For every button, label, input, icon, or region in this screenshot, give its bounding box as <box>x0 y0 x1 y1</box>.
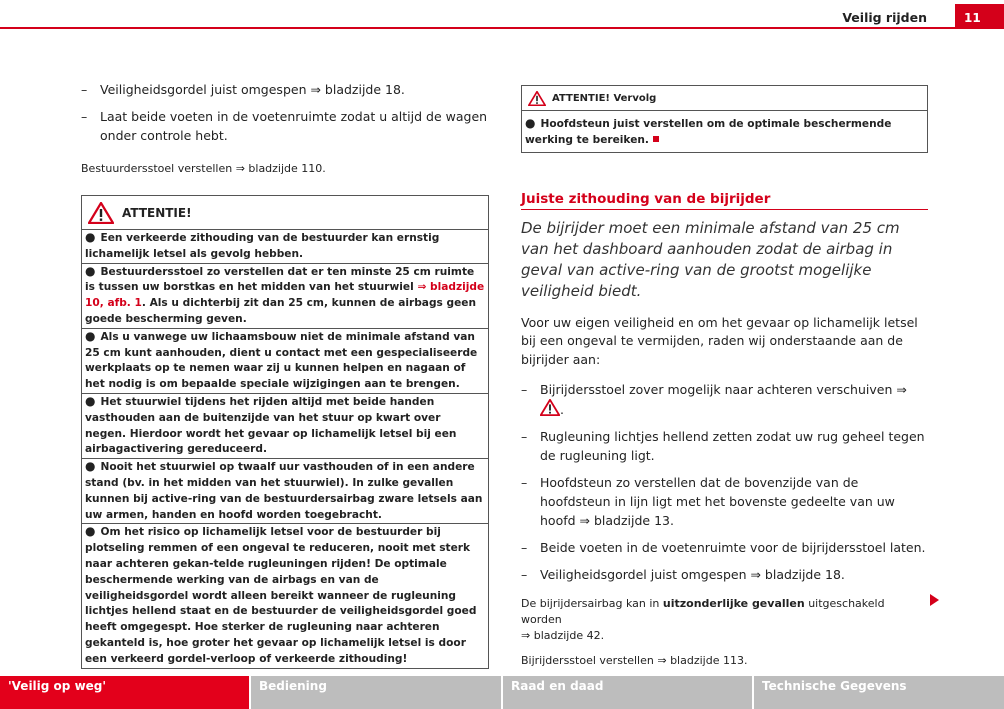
warning-box <box>81 195 489 669</box>
cross-reference: Bestuurdersstoel verstellen ⇒ bladzijde 110. <box>81 162 326 175</box>
warning-triangle-icon <box>528 91 546 106</box>
end-square-icon <box>653 136 659 142</box>
tab-technische-gegevens[interactable]: Technische Gegevens <box>754 676 1004 709</box>
section-title: Juiste zithouding van de bijrijder <box>521 191 928 210</box>
list-item: – Veiligheidsgordel juist omgespen ⇒ bladzijde 18. <box>521 565 928 584</box>
warning-paragraph: ● Om het risico op lichamelijk letsel voor de bestuurder bij plotseling remmen of een ongeval te reduceren, nooit met sterk naar achteren gekan-telde rugleuningen rijden! De optimale beschermende werking van de airbags en van de veiligheidsgordel wordt alleen bereikt wanneer de rugleuning lichtjes hellend staat en de bestuurder de veiligheidsgordel goed heeft omgegespt. Hoe sterker de rugleuning naar achteren gekanteld is, hoe groter het gevaar op lichamelijk letsel is door een verkeerd gordel-verloop of verkeerde zithouding! <box>85 524 477 665</box>
lead-text: De bijrijder moet een minimale afstand van 25 cm van het dashboard aanhouden zodat de airbag in geval van active-ring van de grootst mogelijke veiligheid biedt. <box>521 218 900 300</box>
chapter-title: Veilig rijden <box>842 10 927 25</box>
tab-veilig-op-weg[interactable]: 'Veilig op weg' <box>0 676 249 709</box>
left-column <box>81 80 489 669</box>
list-item: – Rugleuning lichtjes hellend zetten zodat uw rug geheel tegen de rugleuning ligt. <box>521 427 928 465</box>
warning-title: ATTENTIE! Vervolg <box>552 92 657 104</box>
warning-paragraph: ● Bestuurdersstoel zo verstellen dat er ten minste 25 cm ruimte is tussen uw borstkas en het midden van het stuurwiel ⇒ bladzijde 10, afb. 1. Als u dichterbij zit dan 25 cm, kunnen de airbags geen goede bescherming geven. <box>82 264 488 329</box>
body-paragraph: Voor uw eigen veiligheid en om het gevaar op lichamelijk letsel bij een ongeval te vermijden, raden wij onderstaande aan de bijrijder aan: <box>521 314 918 367</box>
tab-bediening[interactable]: Bediening <box>251 676 501 709</box>
right-column <box>521 85 928 669</box>
list-item: – Bijrijdersstoel zover mogelijk naar achteren verschuiven ⇒ . <box>521 380 928 419</box>
list-item: – Laat beide voeten in de voetenruimte zodat u altijd de wagen onder controle hebt. <box>81 107 489 145</box>
warning-paragraph: ● Nooit het stuurwiel op twaalf uur vasthouden of in een andere stand (bv. in het midden van het stuurwiel). In zulke gevallen kunnen bij active-ring van de bestuurdersairbag zware letsels aan uw armen, handen en hoofd worden toegebracht. <box>82 459 488 524</box>
note: De bijrijdersairbag kan in uitzonderlijke gevallen uitgeschakeld worden ⇒ bladzijde 42. <box>521 597 885 643</box>
warning-paragraph: ● Een verkeerde zithouding van de bestuurder kan ernstig lichamelijk letsel als gevolg hebben. <box>82 230 488 264</box>
tab-raad-en-daad[interactable]: Raad en daad <box>503 676 752 709</box>
list-item: – Beide voeten in de voetenruimte voor de bijrijdersstoel laten. <box>521 538 928 557</box>
page-link[interactable]: ⇒ bladzijde 10, afb. 1 <box>85 281 485 310</box>
header-rule <box>0 27 1004 29</box>
warning-triangle-icon <box>540 399 560 416</box>
warning-header <box>82 196 488 230</box>
warning-paragraph: ● Het stuurwiel tijdens het rijden altijd met beide handen vasthouden aan de buitenzijde van het stuur op kwart over negen. Hierdoor wordt het gevaar op lichamelijk letsel bij een airbagactivering gereduceerd. <box>82 394 488 459</box>
list-item: – Veiligheidsgordel juist omgespen ⇒ bladzijde 18. <box>81 80 489 99</box>
cross-reference: Bijrijdersstoel verstellen ⇒ bladzijde 113. <box>521 654 748 668</box>
warning-triangle-icon <box>88 202 114 224</box>
next-page-arrow-icon[interactable] <box>930 594 939 606</box>
warning-title: ATTENTIE! <box>122 205 192 220</box>
footer-nav <box>0 676 1004 709</box>
list-item: – Hoofdsteun zo verstellen dat de bovenzijde van de hoofdsteun in lijn ligt met het bovenste gedeelte van uw hoofd ⇒ bladzijde 13. <box>521 473 928 530</box>
warning-header <box>522 86 927 111</box>
warning-paragraph: ● Als u vanwege uw lichaamsbouw niet de minimale afstand van 25 cm kunt aanhouden, dient u contact met een gespecialiseerde werkplaats op te nemen waar zij u kunnen helpen en nagaan of het nodig is om bepaalde speciale wijzigingen aan te brengen. <box>82 329 488 394</box>
warning-box-continued <box>521 85 928 153</box>
page-number: 11 <box>955 4 1004 28</box>
warning-paragraph: ● Hoofdsteun juist verstellen om de optimale beschermende werking te bereiken. <box>525 116 892 146</box>
